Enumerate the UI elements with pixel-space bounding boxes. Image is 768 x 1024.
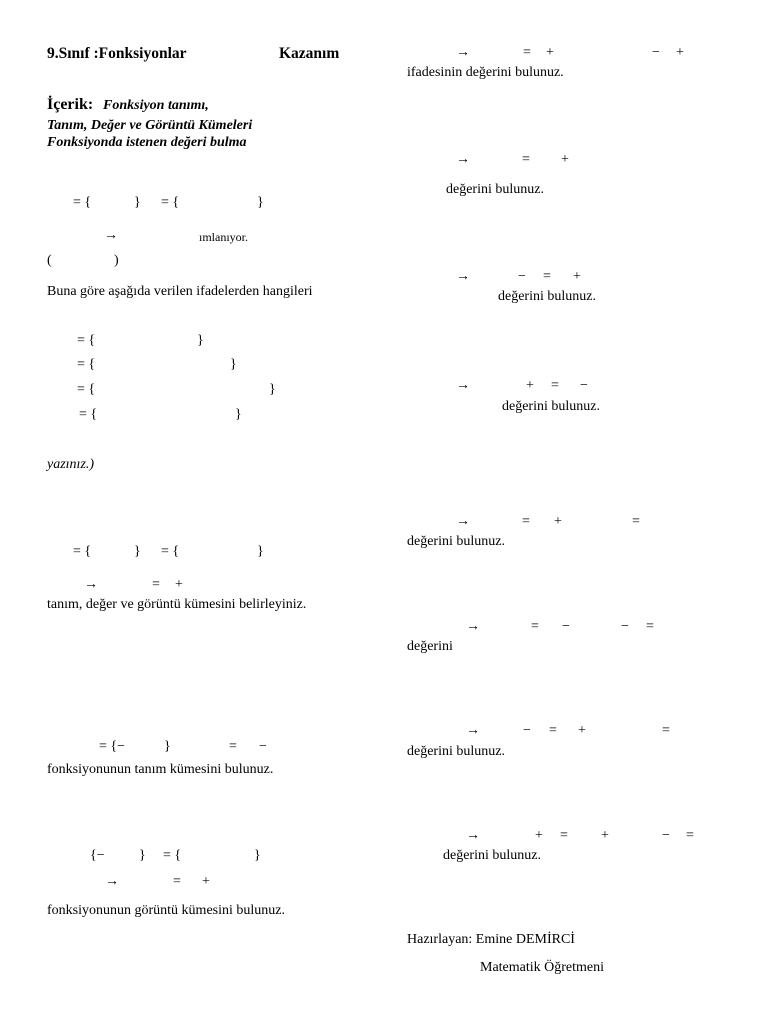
- equals-sign: =: [522, 152, 530, 167]
- question-1-note: yazınız.): [47, 457, 95, 472]
- minus-sign: −: [518, 269, 526, 284]
- kazanim-heading: Kazanım: [279, 45, 340, 62]
- function-arrow: →: [456, 378, 470, 393]
- option-1-close: }: [197, 333, 204, 348]
- equals-sign: =: [229, 739, 237, 754]
- option-3-close: }: [269, 382, 276, 397]
- function-arrow: →: [84, 577, 98, 592]
- right-question-6-prompt: değerini: [407, 639, 453, 654]
- minus-sign: −: [523, 723, 531, 738]
- equals-sign: =: [152, 577, 160, 592]
- minus-sign: −: [662, 828, 670, 843]
- function-arrow: →: [456, 152, 470, 167]
- minus-sign: −: [259, 739, 267, 754]
- equals-sign: =: [173, 874, 181, 889]
- set-a-open: = {: [73, 195, 92, 210]
- right-question-7-prompt: değerini bulunuz.: [407, 744, 505, 759]
- author-line: Hazırlayan: Emine DEMİRCİ: [407, 932, 575, 947]
- equals-sign: =: [522, 514, 530, 529]
- set-b-close: }: [254, 848, 261, 863]
- function-arrow: →: [466, 619, 480, 634]
- equals-sign: =: [686, 828, 694, 843]
- icerik-label: İçerik:: [47, 96, 94, 113]
- set-b-open: = {: [161, 195, 180, 210]
- minus-sign: −: [562, 619, 570, 634]
- equals-sign: =: [560, 828, 568, 843]
- right-question-4-prompt: değerini bulunuz.: [502, 399, 600, 414]
- set-b-close: }: [257, 544, 264, 559]
- set-b-close: }: [257, 195, 264, 210]
- plus-sign: +: [601, 828, 609, 843]
- set-b-open: = {: [163, 848, 182, 863]
- equals-sign: =: [662, 723, 670, 738]
- plus-sign: +: [526, 378, 534, 393]
- option-4-close: }: [235, 407, 242, 422]
- right-question-3-prompt: değerini bulunuz.: [498, 289, 596, 304]
- set-a-open: = {: [73, 544, 92, 559]
- set-a-close: }: [134, 544, 141, 559]
- equals-sign: =: [523, 45, 531, 60]
- right-question-1-prompt: ifadesinin değerini bulunuz.: [407, 65, 564, 80]
- set-a-close: }: [134, 195, 141, 210]
- minus-sign: −: [580, 378, 588, 393]
- option-3-open: = {: [77, 382, 96, 397]
- plus-sign: +: [175, 577, 183, 592]
- question-4-prompt: fonksiyonunun görüntü kümesini bulunuz.: [47, 903, 285, 918]
- minus-sign: −: [621, 619, 629, 634]
- equals-sign: =: [543, 269, 551, 284]
- paren-open: (: [47, 253, 52, 268]
- option-4-open: = {: [79, 407, 98, 422]
- right-question-8-prompt: değerini bulunuz.: [443, 848, 541, 863]
- plus-sign: +: [554, 514, 562, 529]
- minus-sign: −: [652, 45, 660, 60]
- plus-sign: +: [676, 45, 684, 60]
- plus-sign: +: [535, 828, 543, 843]
- right-question-2-prompt: değerini bulunuz.: [446, 182, 544, 197]
- plus-sign: +: [561, 152, 569, 167]
- function-arrow: →: [105, 874, 119, 889]
- icerik-line-1: Fonksiyon tanımı,: [103, 98, 209, 113]
- function-arrow: →: [466, 828, 480, 843]
- set-a-open: {−: [90, 848, 105, 863]
- paren-close: ): [114, 253, 119, 268]
- question-1-prompt: Buna göre aşağıda verilen ifadelerden hangileri: [47, 284, 313, 299]
- set-a-close: }: [139, 848, 146, 863]
- equals-sign: =: [551, 378, 559, 393]
- equals-sign: =: [531, 619, 539, 634]
- icerik-line-3: Fonksiyonda istenen değeri bulma: [47, 135, 247, 150]
- function-arrow: →: [466, 723, 480, 738]
- function-arrow: →: [456, 514, 470, 529]
- page-title: 9.Sınıf :Fonksiyonlar: [47, 45, 187, 62]
- function-arrow: →: [456, 269, 470, 284]
- question-2-prompt: tanım, değer ve görüntü kümesini belirleyiniz.: [47, 597, 307, 612]
- plus-sign: +: [546, 45, 554, 60]
- plus-sign: +: [573, 269, 581, 284]
- function-arrow: →: [456, 45, 470, 60]
- tanimlaniyor-text: ımlanıyor.: [199, 230, 248, 244]
- option-1-open: = {: [77, 333, 96, 348]
- right-question-5-prompt: değerini bulunuz.: [407, 534, 505, 549]
- option-2-open: = {: [77, 357, 96, 372]
- option-2-close: }: [230, 357, 237, 372]
- equals-sign: =: [632, 514, 640, 529]
- author-role: Matematik Öğretmeni: [480, 960, 605, 975]
- plus-sign: +: [578, 723, 586, 738]
- question-3-prompt: fonksiyonunun tanım kümesini bulunuz.: [47, 762, 274, 777]
- icerik-line-2: Tanım, Değer ve Görüntü Kümeleri: [47, 118, 253, 133]
- plus-sign: +: [202, 874, 210, 889]
- function-arrow: →: [104, 228, 118, 243]
- set-close: }: [164, 739, 171, 754]
- set-open: = {−: [99, 739, 126, 754]
- equals-sign: =: [646, 619, 654, 634]
- equals-sign: =: [549, 723, 557, 738]
- set-b-open: = {: [161, 544, 180, 559]
